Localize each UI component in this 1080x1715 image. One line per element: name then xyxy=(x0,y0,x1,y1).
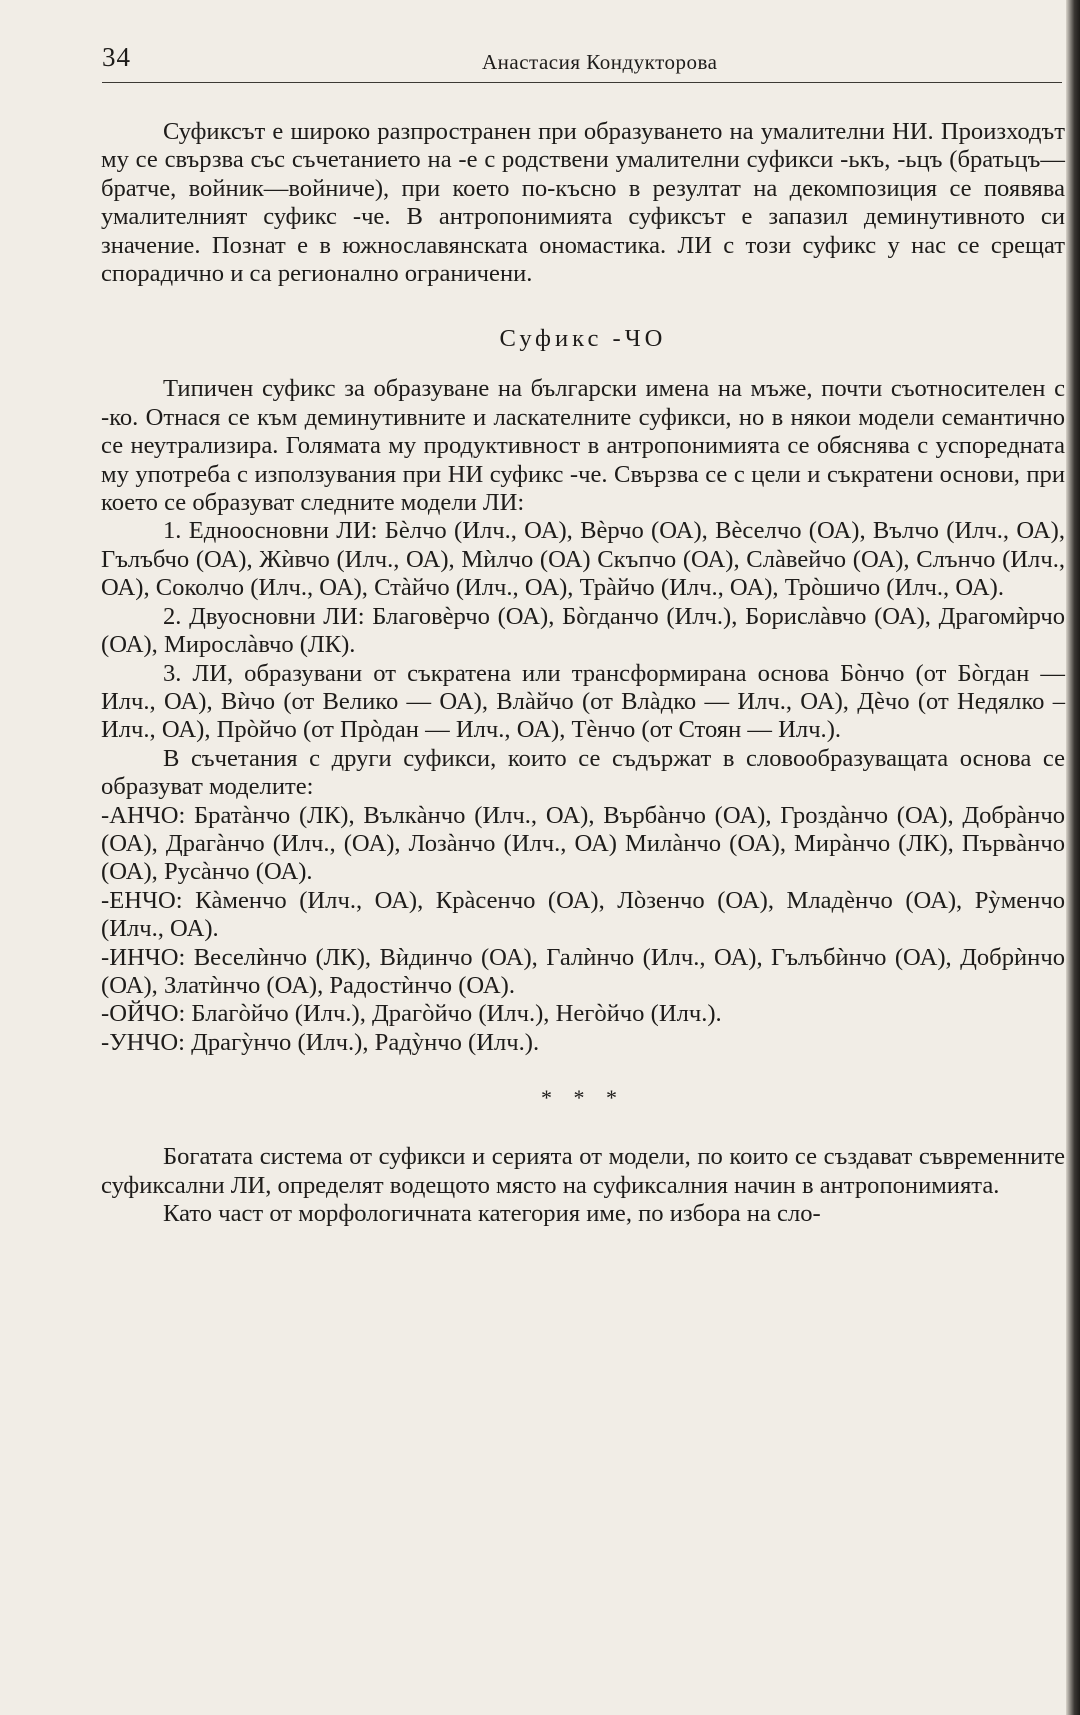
model-2: 2. Двуосновни ЛИ: Благовѐрчо (ОА), Бòгданчо (Илч.), Борислàвчо (ОА), Драгомѝрчо (ОА), Мирослàвчо (ЛК). xyxy=(101,602,1065,659)
section-heading: Суфикс -ЧО xyxy=(499,325,667,353)
page-header xyxy=(102,42,1062,83)
combos-intro: В съчетания с други суфикси, които се съдържат в словообразуващата основа се образуват моделите: xyxy=(101,744,1065,801)
paragraph-intro: Суфиксът е широко разпространен при образуването на умалителни НИ. Произходът му се свързва със съчетанието на -е с родствени умалителни суфикси -ькъ, -ьцъ (братьцъ—братче, войник—войниче), при което по-късно в резултат на декомпозиция се появява умалителният суфикс -че. В антропонимията суфиксът е запазил деминутивното си значение. Познат е в южнославянската ономастика. ЛИ с този суфикс у нас се срещат спорадично и са регионално ограничени. xyxy=(101,118,1065,288)
page-number: 34 xyxy=(102,42,131,72)
paragraph-typical: Типичен суфикс за образуване на български имена на мъже, почти съотносителен с -ко. Отнася се към деминутивните и ласкателните суфикси, но в някои модели семантично се неутрализира. Голямата му продуктивност в антропонимията се обяснява с успоредната му употреба с използувания при НИ суфикс -че. Свързва се с цели и съкратени основи, при което се образуват следните модели ЛИ: xyxy=(101,375,1065,517)
model-incho: -ИНЧО: Веселѝнчо (ЛК), Вѝдинчо (ОА), Галѝнчо (Илч., ОА), Гълъбѝнчо (ОА), Добрѝнчо (ОА), Златѝнчо (ОА), Радостѝнчо (ОА). xyxy=(101,943,1065,999)
body-text xyxy=(101,118,1065,1228)
section-divider: * * * xyxy=(541,1085,625,1111)
paragraph-rich-system: Богатата система от суфикси и серията от модели, по които се създават съвременните суфиксални ЛИ, определят водещото място на суфиксалния начин в антропонимията. xyxy=(101,1143,1065,1199)
running-head: Анастасия Кондукторова xyxy=(482,50,718,74)
paragraph-last: Като част от морфологичната категория име, по избора на сло- xyxy=(163,1200,821,1227)
model-uncho: -УНЧО: Драгỳнчо (Илч.), Радỳнчо (Илч.). xyxy=(101,1028,540,1056)
model-ancho: -АНЧО: Братàнчо (ЛК), Вълкàнчо (Илч., ОА), Върбàнчо (ОА), Гроздàнчо (ОА), Добрàнчо (ОА), Драгàнчо (Илч., (ОА), Лозàнчо (Илч., ОА) Милàнчо (ОА), Мирàнчо (ЛК), Първàнчо (ОА), Русàнчо (ОА). xyxy=(101,801,1065,886)
page-edge-shadow xyxy=(1066,0,1080,1715)
model-oicho: -ОЙЧО: Благòйчо (Илч.), Драгòйчо (Илч.), Негòйчо (Илч.). xyxy=(101,1000,722,1028)
model-encho: -ЕНЧО: Кàменчо (Илч., ОА), Крàсенчо (ОА), Лòзенчо (ОА), Младѐнчо (ОА), Рỳменчо (Илч., ОА). xyxy=(101,886,1065,943)
model-3: 3. ЛИ, образувани от съкратена или трансформирана основа Бòнчо (от Бòгдан — Илч., ОА), Вѝчо (от Велико — ОА), Влàйчо (от Влàдко — Илч., ОА), Дѐчо (от Недялко – Илч., ОА), Прòйчо (от Прòдан — Илч., ОА), Тѐнчо (от Стоян — Илч.). xyxy=(101,659,1065,744)
model-1: 1. Едноосновни ЛИ: Бѐлчо (Илч., ОА), Вѐрчо (ОА), Вѐселчо (ОА), Вълчо (Илч., ОА), Гълъбчо (ОА), Жѝвчо (Илч., ОА), Мѝлчо (ОА) Скъпчо (ОА), Слàвейчо (ОА), Слънчо (Илч., ОА), Соколчо (Илч., ОА), Стàйчо (Илч., ОА), Трàйчо (Илч., ОА), Трòшичо (Илч., ОА). xyxy=(101,517,1065,602)
